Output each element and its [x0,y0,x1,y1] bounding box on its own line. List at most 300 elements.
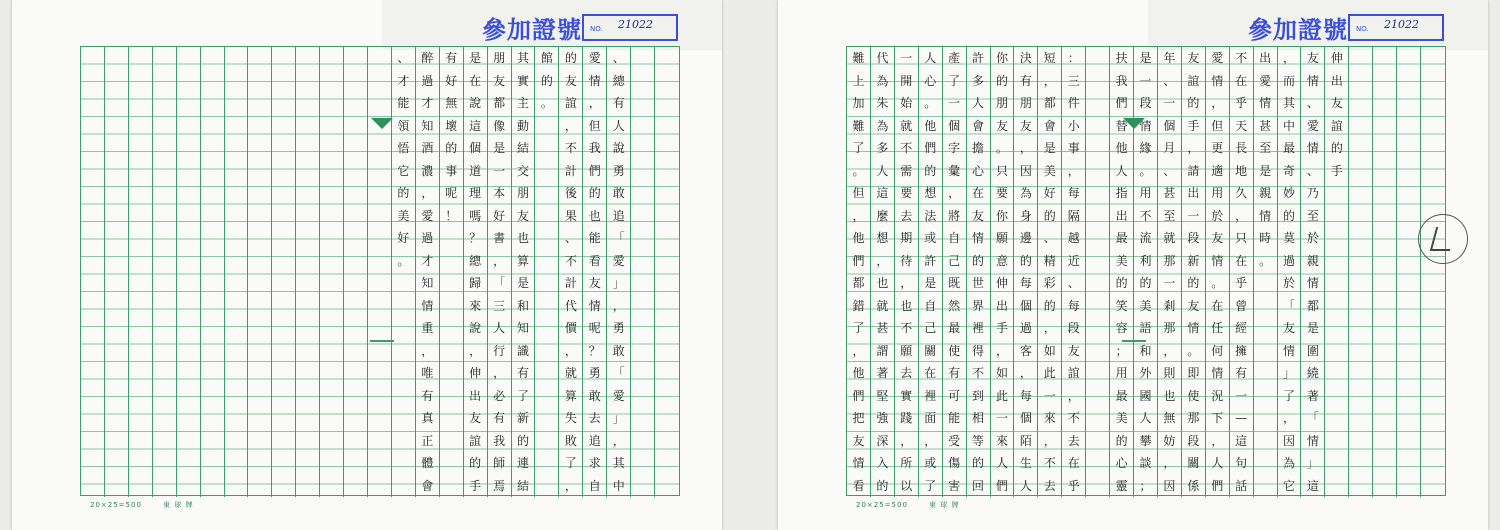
grid-character: 愛 [1259,73,1272,88]
grid-character: 醉 [421,51,434,65]
grid-character: 適 [1211,163,1224,178]
grid-column [1062,47,1086,497]
grid-character: 得 [972,343,985,358]
essay-sheet-right [778,0,1488,530]
grid-character: 敢 [612,186,625,200]
grid-character: 去 [1067,433,1080,448]
grid-character: 的 [469,456,482,470]
grid-character: ， [852,343,865,358]
grid-character: 友 [1187,51,1200,65]
grid-character: 然 [948,298,961,313]
grid-character: 的 [1115,433,1128,448]
grid-character: 了 [517,388,530,403]
grid-character: 才 [421,253,434,268]
grid-character: 字 [948,141,961,155]
grid-character: 的 [1043,298,1056,313]
grid-column [1397,47,1421,497]
grid-character: 有 [421,388,434,403]
grid-character: 傷 [948,456,961,470]
grid-character: ， [1235,208,1248,223]
grid-character: 情 [588,298,601,313]
grid-character: ， [1187,141,1200,155]
grid-character: 都 [1306,298,1319,313]
grid-character: 至 [1163,208,1176,223]
grid-character: 們 [1211,478,1224,493]
paper-spec: 20×25=500 [90,501,142,509]
grid-character: 三 [1067,73,1080,88]
grid-character: 最 [1115,231,1128,245]
grid-character: 失 [564,411,577,425]
grid-character: 親 [1259,186,1272,200]
grid-character: 的 [995,73,1008,88]
grid-character: 壞 [445,118,458,133]
grid-character: 誼 [1330,118,1343,133]
grid-character: 好 [445,73,458,88]
grid-character: 都 [1043,96,1056,110]
grid-character: 其 [517,51,530,65]
grid-character: 一 [1163,276,1176,290]
grid-character: 心 [972,163,985,178]
grid-column [129,47,153,497]
grid-column [655,47,679,497]
grid-character: 們 [1115,96,1128,110]
no-label: NO. [590,25,603,33]
grid-character: 擁 [1235,343,1248,358]
no-label: NO. [1356,25,1369,33]
grid-character: 不 [900,321,913,335]
grid-character: 行 [493,343,506,358]
grid-character: 美 [1115,253,1128,268]
grid-character: 為 [1019,186,1032,200]
grid-character: 至 [1259,141,1272,155]
grid-character: 一 [948,96,961,110]
grid-character: 歸 [469,276,482,290]
grid-character: 出 [1115,208,1128,223]
grid-character: 自 [588,478,601,493]
grid-character: ， [876,253,889,268]
grid-character: 許 [924,253,937,268]
grid-character: 友 [1019,118,1032,133]
entry-number-box [582,14,678,41]
grid-column [1158,47,1182,497]
grid-character: 能 [948,411,961,425]
grid-character: 關 [1187,456,1200,470]
grid-character: 說 [469,321,482,335]
grid-character: 擔 [972,141,985,155]
grid-character: 美 [1139,298,1152,313]
grid-character: 個 [948,118,961,133]
grid-character: 在 [972,186,985,200]
grid-character: ， [564,118,577,133]
grid-character: 近 [1067,253,1080,268]
grid-character: 何 [1211,343,1224,358]
grid-character: 師 [493,456,506,470]
grid-character: 就 [900,118,913,133]
grid-character: 出 [995,298,1008,313]
grid-character: 書 [493,231,506,245]
grid-character: 任 [1211,321,1224,335]
grid-character: 己 [924,321,937,335]
grid-character: 情 [1211,73,1224,88]
entry-number-value: 21022 [618,18,653,31]
grid-character: 出 [469,388,482,403]
grid-character: 如 [1043,343,1056,358]
fold-line [370,340,394,342]
grid-character: 妙 [1283,186,1296,200]
grid-character: 利 [1139,253,1152,268]
grid-character: 。 [540,96,553,110]
grid-character: 甚 [876,321,889,335]
grid-character: 段 [1067,321,1080,335]
grid-character: 短 [1043,51,1056,65]
grid-column [392,47,416,497]
grid-character: ， [1067,388,1080,403]
grid-character: 領 [397,118,410,133]
grid-character: 扶 [1115,51,1128,65]
grid-column [607,47,631,497]
grid-character: 是 [1139,51,1152,65]
grid-character: 一 [493,163,506,178]
grid-character: 但 [1211,118,1224,133]
grid-character: 這 [1306,478,1319,493]
grid-character: 上 [852,73,865,88]
grid-character: 計 [564,163,577,178]
grid-character: ， [1043,73,1056,88]
grid-column [1278,47,1302,497]
grid-character: 其 [612,456,625,470]
grid-character: 因 [1019,163,1032,178]
grid-character: 說 [469,96,482,110]
grid-character: 情 [1306,433,1319,448]
grid-character: ， [1163,343,1176,358]
grid-character: 朋 [995,96,1008,110]
grid-character: 最 [1115,388,1128,403]
grid-character: 「 [612,231,625,245]
grid-character: 後 [564,186,577,200]
grid-character: 或 [924,231,937,245]
grid-character: 就 [1163,231,1176,245]
grid-character: 計 [564,276,577,290]
grid-character: 友 [995,118,1008,133]
grid-character: 誼 [564,96,577,110]
grid-column [1110,47,1134,497]
entry-number-label: 參加證號 [1248,15,1348,44]
grid-character: 連 [517,456,530,470]
grid-character: 回 [972,478,985,493]
grid-character: 在 [1067,456,1080,470]
grid-character: 才 [397,73,410,88]
grid-character: 情 [1306,276,1319,290]
grid-character: 因 [1163,478,1176,493]
grid-character: 裡 [924,388,937,403]
grid-character: 我 [1115,73,1128,88]
grid-column [1230,47,1254,497]
grid-character: 在 [1235,253,1248,268]
grid-character: 去 [1043,478,1056,493]
grid-character: 代 [564,298,577,313]
grid-column [464,47,488,497]
grid-character: 友 [1067,343,1080,358]
grid-character: 容 [1115,321,1128,335]
grid-column [1182,47,1206,497]
grid-character: 了 [1283,388,1296,403]
grid-character: 心 [1115,456,1128,470]
grid-character: 在 [1235,73,1248,88]
grid-character: 友 [493,73,506,88]
grid-character: 、 [1306,96,1319,110]
grid-character: 精 [1043,253,1056,268]
grid-character: 們 [995,478,1008,493]
grid-column [488,47,512,497]
grid-character: 莫 [1283,231,1296,245]
grid-character: 實 [900,388,913,403]
grid-character: 情 [1187,321,1200,335]
grid-character: ， [469,343,482,358]
grid-character: 看 [588,253,601,268]
grid-character: 替 [1115,118,1128,133]
grid-character: 館 [540,51,553,65]
grid-character: 的 [972,456,985,470]
grid-character: 過 [1019,321,1032,335]
grid-character: 去 [588,411,601,425]
grid-column [991,47,1015,497]
grid-character: 友 [564,73,577,88]
grid-column [559,47,583,497]
grid-character: 月 [1163,141,1176,155]
grid-character: 識 [517,343,530,358]
grid-character: 。 [924,96,937,110]
grid-character: 呢 [445,186,458,200]
grid-character: 每 [1067,186,1080,200]
grid-character: 情 [1259,208,1272,223]
grid-character: 、 [1306,163,1319,178]
grid-character: 事 [1067,141,1080,155]
grid-column [153,47,177,497]
grid-character: 的 [540,73,553,88]
grid-character: ， [1043,433,1056,448]
grid-character: 。 [1187,343,1200,358]
grid-character: 的 [1139,276,1152,290]
entry-number-box [1348,14,1444,41]
grid-character: 是 [1259,163,1272,178]
grid-character: 唯 [421,366,434,380]
grid-column [320,47,344,497]
grid-character: 們 [852,388,865,403]
grid-character: 知 [517,321,530,335]
grid-character: 就 [876,298,889,313]
grid-character: 是 [924,276,937,290]
grid-character: 期 [900,231,913,245]
grid-character: ， [1019,366,1032,380]
grid-character: 他 [852,366,865,380]
grid-character: 靈 [1115,478,1128,493]
grid-character: 「 [612,366,625,380]
grid-character: 客 [1019,343,1032,358]
grid-character: 們 [924,141,937,155]
grid-character: 實 [517,73,530,88]
paper-footer [856,500,978,510]
grid-column [81,47,105,497]
grid-character: 堅 [876,388,889,403]
grid-character: ， [1211,96,1224,110]
grid-character: 等 [972,433,985,448]
grid-character: 害 [948,478,961,493]
grid-column [512,47,536,497]
grid-character: ： [1067,51,1080,65]
grid-character: 了 [948,73,961,88]
grid-character: 生 [1019,456,1032,470]
grid-character: 的 [924,163,937,178]
grid-character: 不 [1043,456,1056,470]
grid-character: 出 [1187,186,1200,200]
grid-column [583,47,607,497]
grid-character: ， [995,343,1008,358]
grid-character: 世 [972,276,985,290]
grid-character: 果 [564,208,577,223]
grid-character: 請 [1187,163,1200,178]
grid-character: 乎 [1235,96,1248,110]
grid-character: 指 [1115,186,1128,200]
grid-character: 知 [421,118,434,133]
grid-column [177,47,201,497]
grid-character: 陌 [1019,433,1032,448]
grid-character: 情 [1283,343,1296,358]
grid-character: 天 [1235,118,1248,133]
grid-character: 不 [972,366,985,380]
grid-character: 曾 [1235,298,1248,313]
grid-character: 奇 [1283,163,1296,178]
grid-character: 談 [1139,456,1152,470]
grid-character: 以 [900,478,913,493]
grid-character: ， [564,478,577,493]
grid-character: 有 [1235,366,1248,380]
grid-character: 個 [469,141,482,155]
grid-character: 友 [1211,231,1224,245]
grid-character: 勇 [588,366,601,380]
grid-character: ， [588,96,601,110]
grid-character: 繞 [1306,366,1319,380]
grid-character: 道 [469,163,482,178]
grid-character: 面 [924,411,937,425]
grid-character: 為 [876,73,889,88]
grid-character: 主 [517,96,530,110]
grid-character: 於 [1211,208,1224,223]
grid-character: 此 [1043,366,1056,380]
grid-character: 了 [564,456,577,470]
grid-character: 們 [852,253,865,268]
grid-character: ， [924,433,937,448]
grid-character: 有 [1019,73,1032,88]
grid-character: 想 [924,186,937,200]
grid-character: ， [1211,433,1224,448]
grid-character: 的 [1115,276,1128,290]
grid-character: 剎 [1163,298,1176,313]
grid-character: 那 [1163,321,1176,335]
grid-column [201,47,225,497]
grid-character: 伸 [995,276,1008,290]
grid-character: 加 [852,96,865,110]
grid-character: 把 [852,411,865,425]
grid-character: 其 [1283,96,1296,110]
grid-character: 隔 [1067,208,1080,223]
grid-character: 也 [900,298,913,313]
grid-character: 悟 [397,141,410,155]
grid-character: 至 [1306,208,1319,223]
entry-number-label: 參加證號 [482,15,582,44]
manuscript-grid-left [80,46,680,496]
grid-character: 法 [924,208,937,223]
grid-character: 有 [948,366,961,380]
grid-character: 心 [924,73,937,88]
grid-character: 的 [1283,208,1296,223]
grid-character: 人 [493,321,506,335]
grid-character: 中 [612,478,625,493]
grid-character: 用 [1139,186,1152,200]
grid-character: 你 [995,208,1008,223]
grid-character: 甚 [1163,186,1176,200]
grid-character: 總 [612,73,625,88]
grid-character: 個 [1019,298,1032,313]
grid-character: 但 [852,186,865,200]
grid-character: 圍 [1306,343,1319,358]
grid-character: 交 [517,163,530,178]
grid-column [1086,47,1110,497]
grid-character: 入 [876,456,889,470]
grid-character: 過 [421,73,434,88]
grid-character: 自 [948,231,961,245]
grid-character: ； [1139,478,1152,493]
grid-character: 笑 [1115,298,1128,313]
grid-character: 的 [1330,141,1343,155]
grid-character: 而 [1283,73,1296,88]
grid-character: ， [564,343,577,358]
grid-character: 伸 [1330,51,1343,65]
grid-character: 不 [1139,208,1152,223]
grid-character: 好 [493,208,506,223]
grid-character: 」 [1306,456,1319,470]
grid-character: 手 [469,478,482,493]
grid-character: 一 [1139,73,1152,88]
grid-character: 能 [588,231,601,245]
grid-character: 更 [1211,141,1224,155]
grid-character: 不 [1067,411,1080,425]
grid-character: 人 [995,456,1008,470]
grid-character: 來 [1043,411,1056,425]
grid-character: 了 [924,478,937,493]
grid-character: 著 [1306,388,1319,403]
grid-character: 只 [1235,231,1248,245]
grid-character: 流 [1139,231,1152,245]
grid-character: 情 [1139,118,1152,133]
grid-character: 關 [924,343,937,358]
grid-character: 才 [421,96,434,110]
grid-character: 。 [1139,163,1152,178]
fold-line [1122,340,1146,342]
grid-character: 呢 [588,321,601,335]
grid-character: 友 [588,276,601,290]
grid-character: 的 [1019,253,1032,268]
grid-character: 錯 [852,298,865,313]
paper-spec: 20×25=500 [856,501,908,509]
grid-character: 不 [1235,51,1248,65]
essay-sheet-left [12,0,722,530]
grid-character: 界 [972,298,985,313]
grid-character: 去 [900,208,913,223]
grid-character: 友 [1187,298,1200,313]
grid-character: 決 [1019,51,1032,65]
grid-character: 在 [924,366,937,380]
grid-character: 話 [1235,478,1248,493]
